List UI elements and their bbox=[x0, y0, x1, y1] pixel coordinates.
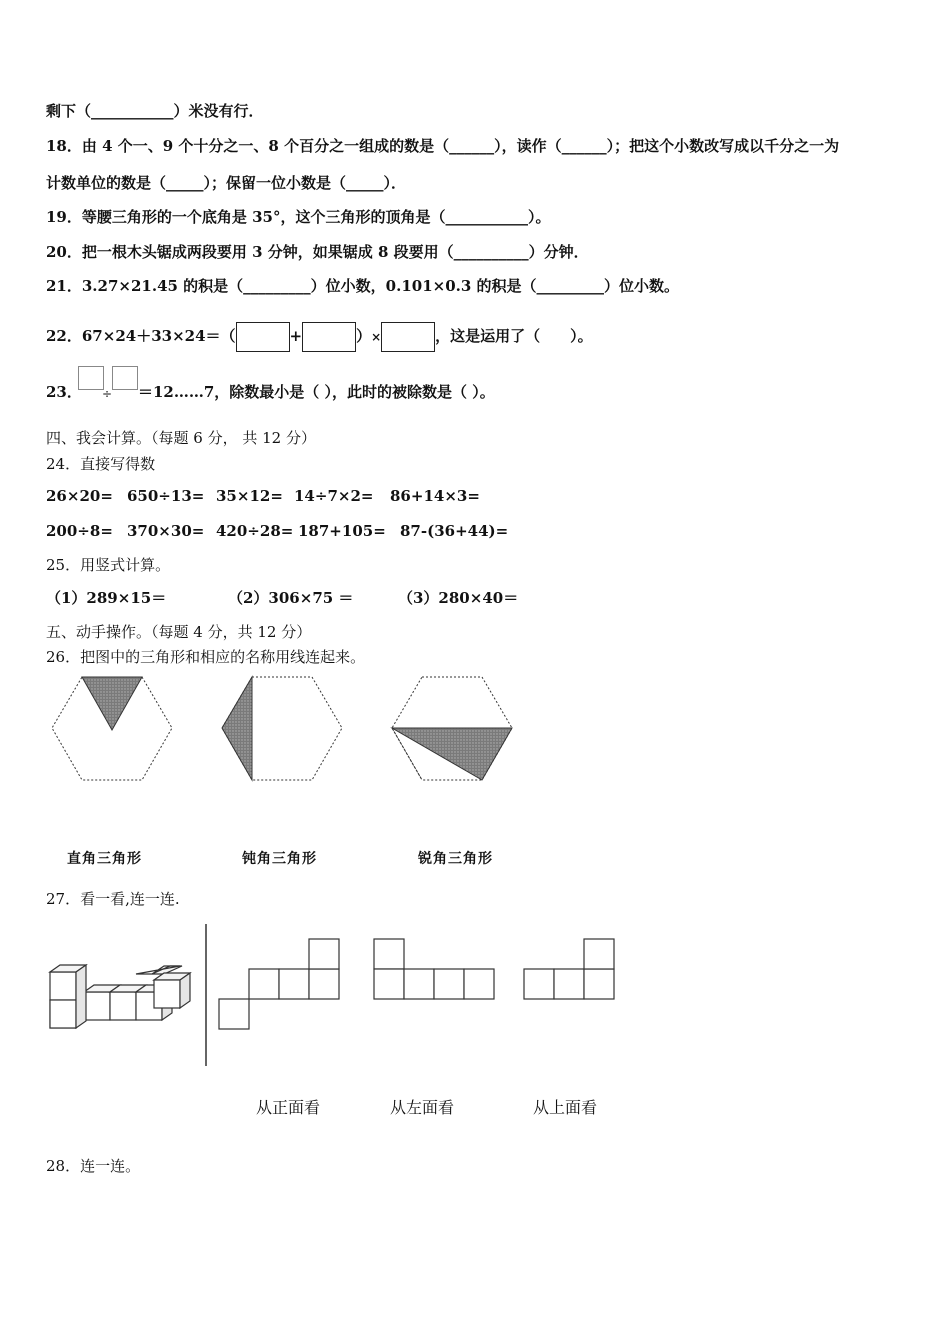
q26-title: 26．把图中的三角形和相应的名称用线连起来。 bbox=[46, 648, 366, 666]
vertical-3: （3）280×40＝ bbox=[398, 589, 519, 607]
q22-close: ） bbox=[356, 327, 372, 345]
q27-title: 27．看一看,连一连. bbox=[46, 890, 180, 908]
view-shape-1[interactable] bbox=[219, 939, 339, 1029]
calc-1-1: 26×20= bbox=[46, 487, 113, 505]
view-shape-3[interactable] bbox=[524, 939, 614, 999]
triangle-obtuse[interactable] bbox=[222, 677, 252, 780]
q23-div: ÷ bbox=[102, 387, 113, 401]
q22-box-3[interactable] bbox=[381, 322, 435, 352]
calc-1-5: 86+14×3= bbox=[390, 487, 480, 505]
q19: 19．等腰三角形的一个底角是 35°，这个三角形的顶角是（___________）。 bbox=[46, 208, 551, 226]
q23-box-1[interactable] bbox=[78, 366, 104, 390]
calc-2-4: 187+105= bbox=[298, 522, 386, 540]
q20: 20．把一根木头锯成两段要用 3 分钟，如果锯成 8 段要用（__________）分钟． bbox=[46, 243, 589, 261]
vertical-2: （2）306×75 ＝ bbox=[228, 589, 354, 607]
calc-2-1: 200÷8= bbox=[46, 522, 113, 540]
view-shape-2[interactable] bbox=[374, 939, 494, 999]
q28-title: 28．连一连。 bbox=[46, 1157, 141, 1175]
label-top-view[interactable]: 从上面看 bbox=[533, 1098, 598, 1117]
hexagon-1 bbox=[52, 677, 172, 780]
q22-plus: + bbox=[289, 327, 303, 345]
q22-suffix: ，这是运用了（ ）。 bbox=[435, 327, 593, 345]
q22-box-2[interactable] bbox=[302, 322, 356, 352]
calc-1-2: 650÷13= bbox=[127, 487, 205, 505]
cube-solid bbox=[50, 965, 190, 1028]
hexagon-figures bbox=[40, 670, 540, 790]
label-left-view[interactable]: 从左面看 bbox=[390, 1098, 455, 1117]
q23-num: 23． bbox=[46, 383, 82, 401]
q18-line2: 计数单位的数是（_____）；保留一位小数是（_____）． bbox=[46, 174, 407, 192]
q23-box-2[interactable] bbox=[112, 366, 138, 390]
q22 bbox=[46, 322, 593, 352]
q22-prefix: 22．67×24＋33×24＝（ bbox=[46, 327, 236, 345]
triangle-right[interactable] bbox=[82, 677, 142, 730]
label-acute-triangle[interactable]: 锐角三角形 bbox=[418, 851, 493, 867]
calc-1-3: 35×12= bbox=[216, 487, 283, 505]
q25-title: 25．用竖式计算。 bbox=[46, 556, 171, 574]
q21: 21．3.27×21.45 的积是（_________）位小数，0.101×0.3 的积是（_________）位小数。 bbox=[46, 277, 680, 295]
q24-title: 24．直接写得数 bbox=[46, 455, 156, 473]
q22-box-1[interactable] bbox=[236, 322, 290, 352]
calc-2-2: 370×30= bbox=[127, 522, 205, 540]
q23-rest: ＝12……7，除数最小是（ ），此时的被除数是（ ）。 bbox=[138, 383, 495, 401]
label-front-view[interactable]: 从正面看 bbox=[256, 1098, 321, 1117]
calc-2-3: 420÷28= bbox=[216, 522, 294, 540]
hexagon-2 bbox=[222, 677, 342, 780]
label-obtuse-triangle[interactable]: 钝角三角形 bbox=[242, 851, 317, 867]
label-right-triangle[interactable]: 直角三角形 bbox=[67, 851, 142, 867]
cube-views-figure bbox=[44, 920, 624, 1070]
q22-times: × bbox=[371, 330, 382, 344]
vertical-1: （1）289×15＝ bbox=[46, 589, 167, 607]
q18-line1: 18．由 4 个一、9 个十分之一、8 个百分之一组成的数是（______），读作（______）；把这个小数改写成以千分之一为 bbox=[46, 137, 840, 155]
triangle-acute[interactable] bbox=[392, 728, 512, 780]
hexagon-3 bbox=[392, 677, 512, 780]
section-5-title: 五、动手操作。（每题 4 分，共 12 分） bbox=[46, 623, 312, 641]
calc-1-4: 14÷7×2= bbox=[294, 487, 374, 505]
calc-2-5: 87-(36+44)= bbox=[400, 522, 509, 540]
section-4-title: 四、我会计算。（每题 6 分， 共 12 分） bbox=[46, 429, 316, 447]
q17-tail: 剩下（___________）米没有行． bbox=[46, 102, 264, 120]
